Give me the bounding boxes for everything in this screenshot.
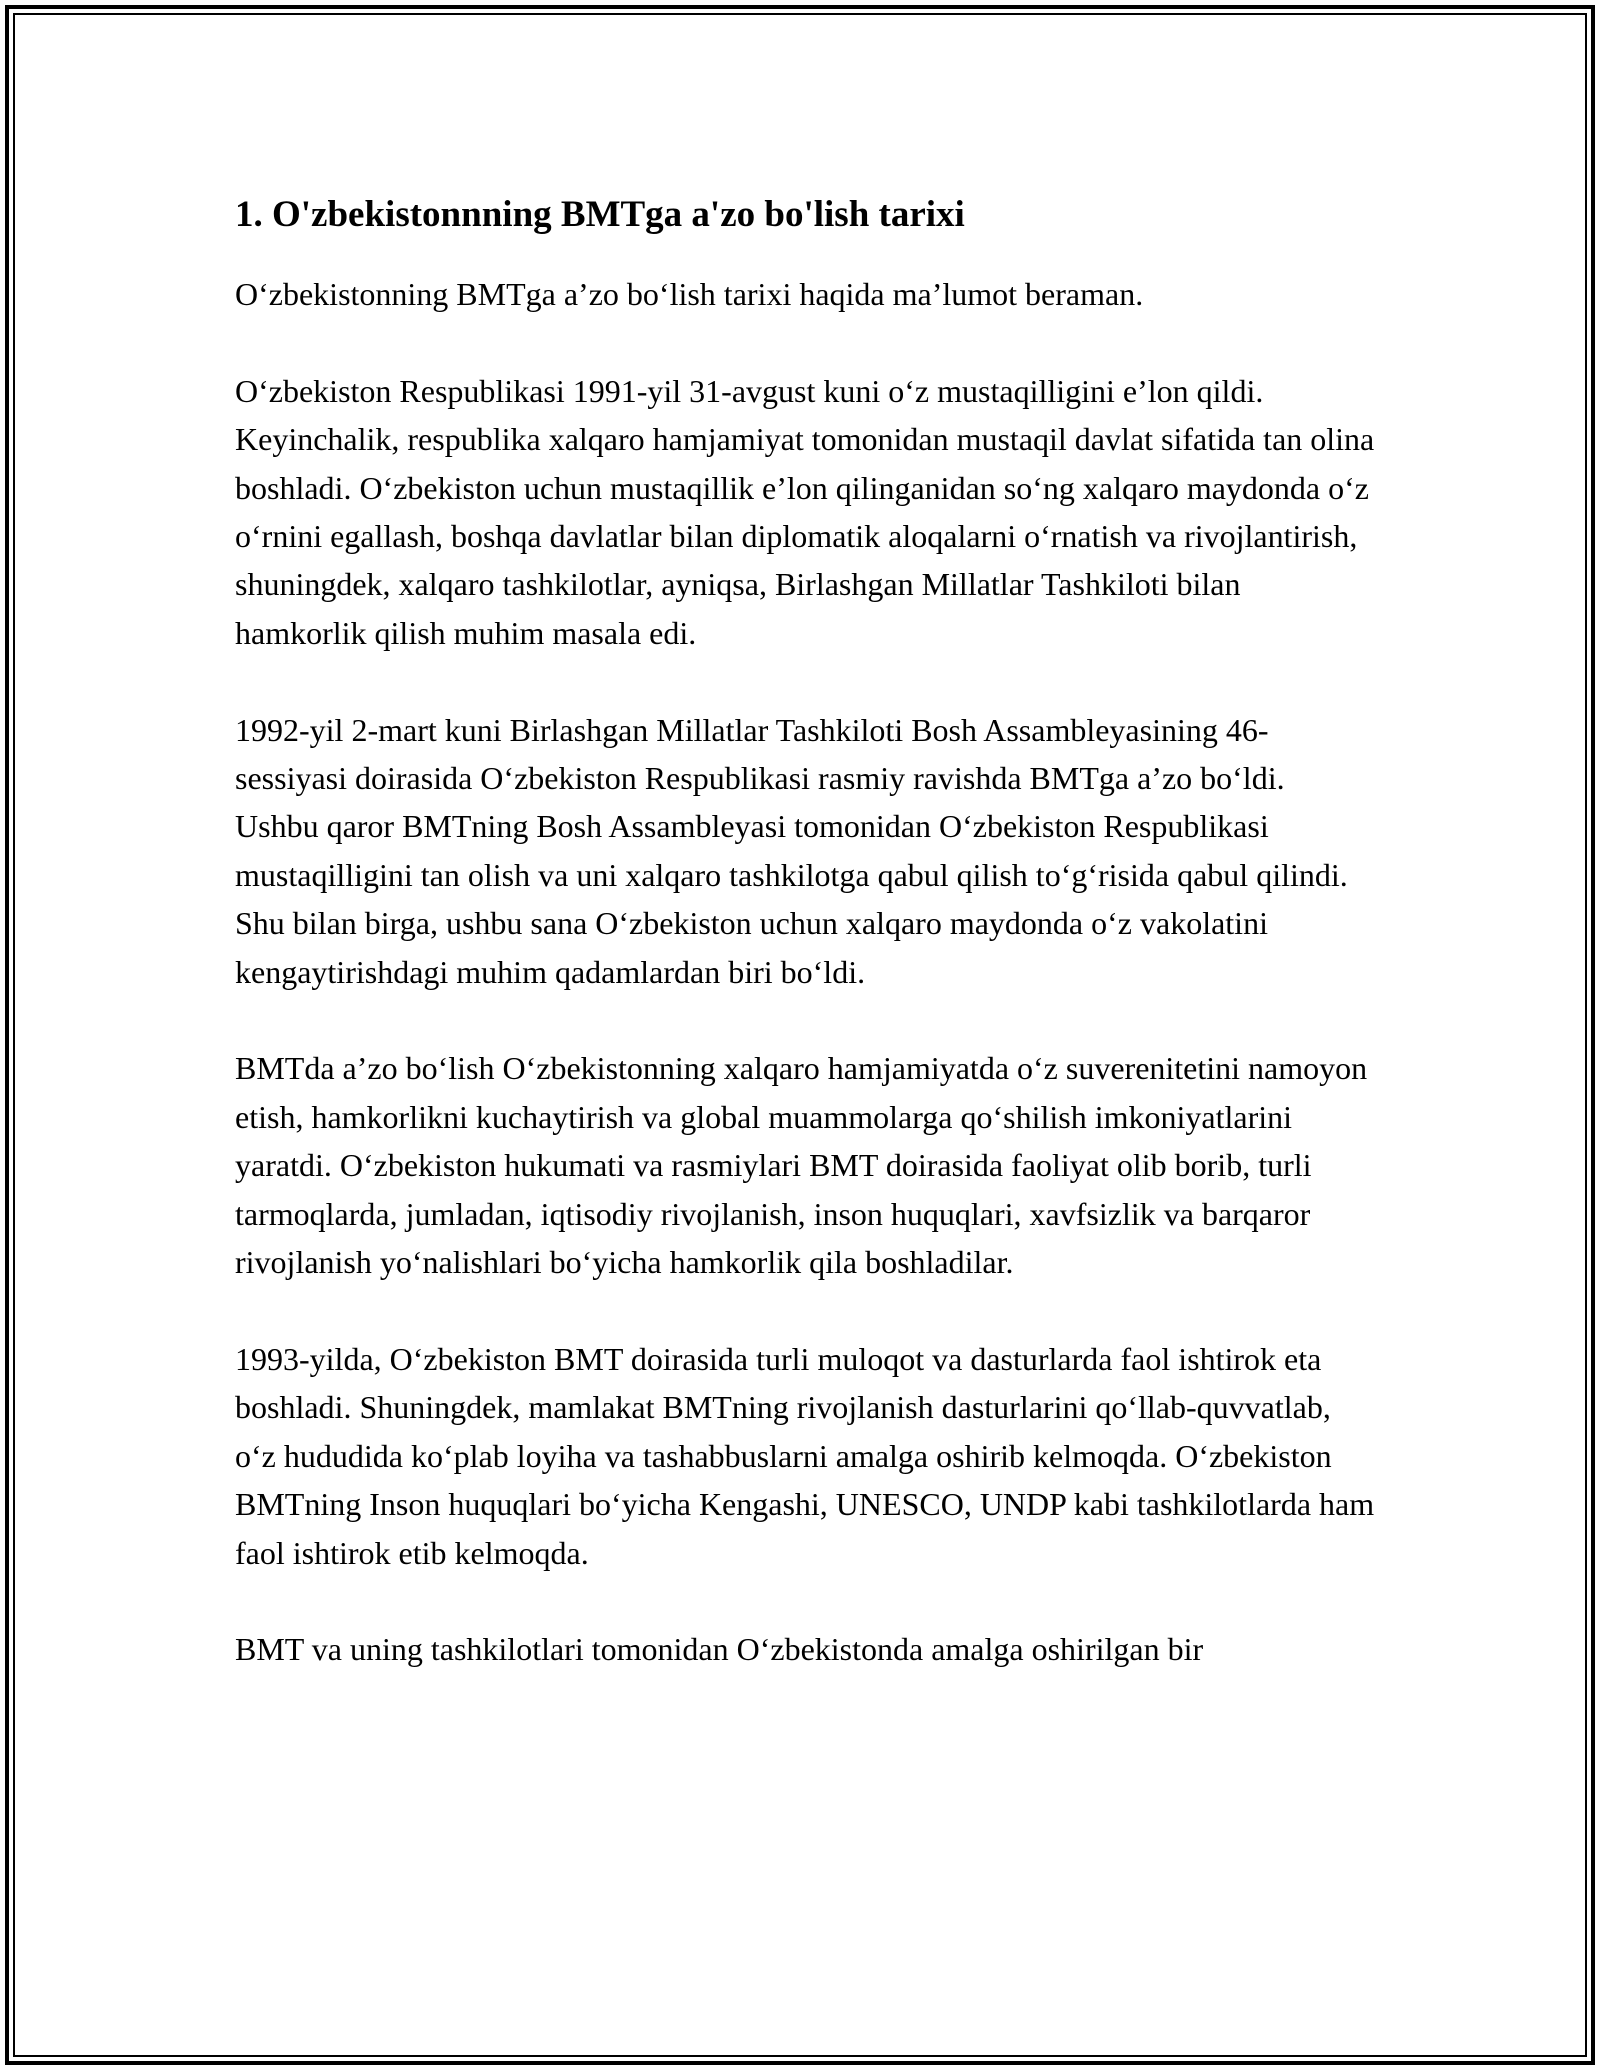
paragraph-independence: O‘zbekiston Respublikasi 1991-yil 31-avgust kuni o‘z mustaqilligini e’lon qildi. Keyinchalik, respublika xalqaro hamjamiyat tomonidan mustaqil davlat sifatida tan olina boshladi. O‘zbekiston uchun mustaqillik e’lon qilinganidan so‘ng xalqaro maydonda o‘z o‘rnini egallash, boshqa davlatlar bilan diplomatik aloqalarni o‘rnatish va rivojlantirish, shuningdek, xalqaro tashkilotlar, ayniqsa, Birlashgan Millatlar Tashkiloti bilan hamkorlik qilish muhim masala edi.	[235, 372, 1375, 651]
document-body	[235, 180, 1375, 1722]
paragraph-intro: O‘zbekistonning BMTga a’zo bo‘lish tarixi haqida ma’lumot beraman.	[235, 276, 1144, 312]
paragraph-continuation: BMT va uning tashkilotlari tomonidan O‘zbekistonda amalga oshirilgan bir	[235, 1631, 1204, 1668]
paragraph-international-cooperation: BMTda a’zo bo‘lish O‘zbekistonning xalqaro hamjamiyatda o‘z suverenitetini namoyon etish, hamkorlikni kuchaytirish va global muammolarga qo‘shilish imkoniyatlarini yaratdi. O‘zbekiston hukumati va rasmiylari BMT doirasida faoliyat olib borib, turli tarmoqlarda, jumladan, iqtisodiy rivojlanish, inson huquqlari, xavfsizlik va barqaror rivojlanish yo‘nalishlari bo‘yicha hamkorlik qila boshladilar.	[235, 1050, 1368, 1281]
section-heading: 1. O'zbekistonnning BMTga a'zo bo'lish tarixi	[235, 194, 965, 235]
paragraph-1993-activities: 1993-yilda, O‘zbekiston BMT doirasida turli muloqot va dasturlarda faol ishtirok eta boshladi. Shuningdek, mamlakat BMTning rivojlanish dasturlarini qo‘llab-quvvatlab, o‘z hududida ko‘plab loyiha va tashabbuslarni amalga oshirib kelmoqda. O‘zbekiston BMTning Inson huquqlari bo‘yicha Kengashi, UNESCO, UNDP kabi tashkilotlarda ham faol ishtirok etib kelmoqda.	[235, 1340, 1375, 1571]
paragraph-un-membership: 1992-yil 2-mart kuni Birlashgan Millatlar Tashkiloti Bosh Assambleyasining 46-sessiyasi doirasida O‘zbekiston Respublikasi rasmiy ravishda BMTga a’zo bo‘ldi. Ushbu qaror BMTning Bosh Assambleyasi tomonidan O‘zbekiston Respublikasi mustaqilligini tan olish va uni xalqaro tashkilotga qabul qilish to‘g‘risida qabul qilindi. Shu bilan birga, ushbu sana O‘zbekiston uchun xalqaro maydonda o‘z vakolatini kengaytirishdagi muhim qadamlardan biri bo‘ldi.	[235, 711, 1348, 990]
